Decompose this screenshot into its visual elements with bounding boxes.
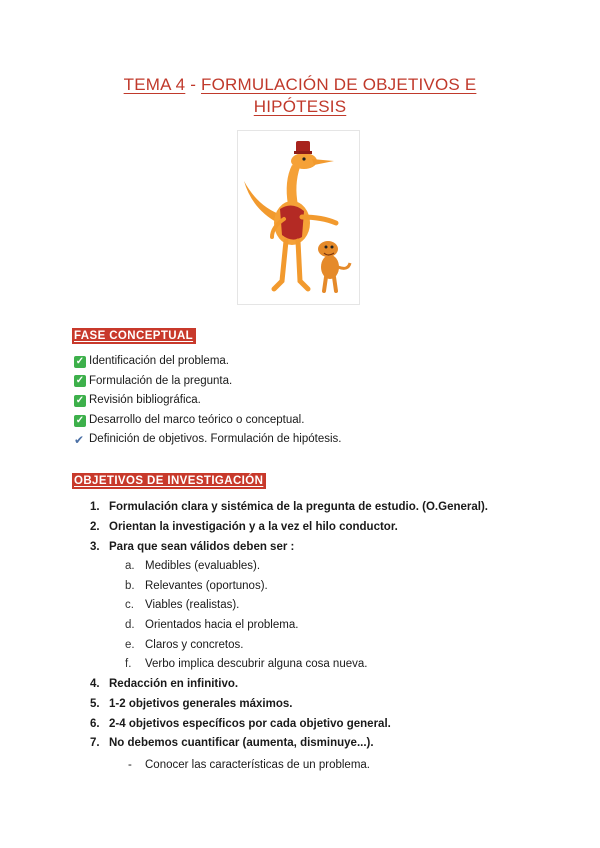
checklist-item bbox=[74, 372, 342, 392]
green-checkbox-icon: ✓ bbox=[75, 394, 85, 406]
section-heading-fase-conceptual: FASE CONCEPTUAL bbox=[72, 328, 196, 344]
item-text: Relevantes (oportunos). bbox=[145, 579, 268, 592]
item-letter: d. bbox=[125, 619, 135, 632]
item-text: Orientados hacia el problema. bbox=[145, 619, 299, 632]
checklist-item bbox=[74, 352, 342, 372]
list-item bbox=[90, 537, 488, 557]
item-text: Redacción en infinitivo. bbox=[109, 678, 239, 690]
item-text: Verbo implica descubrir alguna cosa nueva. bbox=[145, 658, 368, 671]
checklist-item-text: Definición de objetivos. Formulación de hipótesis. bbox=[89, 433, 342, 446]
checklist-item-text: Desarrollo del marco teórico o conceptual. bbox=[89, 413, 305, 426]
title-line2: HIPÓTESIS bbox=[253, 97, 347, 116]
dash-list-item bbox=[128, 755, 370, 775]
item-text: Medibles (evaluables). bbox=[145, 560, 261, 572]
title-topic: TEMA 4 bbox=[123, 75, 186, 94]
checklist-item-text: Identificación del problema. bbox=[89, 355, 229, 367]
item-number: 4. bbox=[90, 678, 100, 690]
sub-list-item bbox=[125, 596, 367, 616]
sub-list-item bbox=[125, 616, 367, 636]
item-text: Claros y concretos. bbox=[145, 638, 244, 651]
item-text: Viables (realistas). bbox=[145, 599, 240, 612]
item-number: 2. bbox=[90, 521, 100, 533]
sub-list-item bbox=[125, 636, 367, 656]
item-text: Para que sean válidos deben ser : bbox=[109, 541, 295, 553]
item-number: 7. bbox=[90, 737, 100, 750]
item-text: Formulación clara y sistémica de la pregunta de estudio. (O.General). bbox=[109, 501, 488, 513]
item-text: Conocer las características de un problema. bbox=[145, 759, 370, 771]
green-checkbox-icon: ✓ bbox=[75, 375, 85, 387]
sub-list-item bbox=[125, 655, 367, 675]
title-separator: - bbox=[185, 75, 202, 94]
sub-list-item bbox=[125, 577, 367, 597]
item-letter: f. bbox=[125, 658, 132, 671]
checklist-item bbox=[74, 411, 342, 431]
item-text: 1-2 objetivos generales máximos. bbox=[109, 697, 293, 710]
item-letter: b. bbox=[125, 579, 135, 592]
checklist-item-text: Revisión bibliográfica. bbox=[89, 394, 201, 407]
item-number: 6. bbox=[90, 717, 100, 730]
list-item bbox=[90, 497, 488, 517]
checklist-item bbox=[74, 391, 342, 411]
objetivos-list-part1 bbox=[90, 497, 488, 557]
list-item bbox=[90, 675, 391, 695]
fase-checklist bbox=[74, 352, 342, 450]
document-title bbox=[0, 74, 600, 118]
checklist-item bbox=[74, 430, 342, 450]
item-text: 2-4 objetivos específicos por cada objetivo general. bbox=[109, 717, 391, 730]
green-checkbox-icon: ✓ bbox=[75, 355, 85, 367]
dinosaur-characters-image bbox=[237, 130, 360, 305]
item-number: 1. bbox=[90, 501, 100, 513]
item-letter: c. bbox=[125, 599, 134, 612]
list-item bbox=[90, 734, 391, 754]
validity-criteria-list bbox=[125, 557, 367, 675]
item-letter: e. bbox=[125, 638, 135, 651]
item-number: 5. bbox=[90, 697, 100, 710]
item-number: 3. bbox=[90, 541, 100, 553]
checklist-item-text: Formulación de la pregunta. bbox=[89, 374, 233, 387]
section-heading-objetivos: OBJETIVOS DE INVESTIGACIÓN bbox=[72, 473, 266, 489]
green-checkbox-icon: ✓ bbox=[75, 414, 85, 426]
title-line1: FORMULACIÓN DE OBJETIVOS E bbox=[201, 75, 477, 94]
dinosaur-illustration bbox=[238, 131, 359, 304]
list-item bbox=[90, 517, 488, 537]
checkmark-icon: ✔ bbox=[74, 433, 85, 448]
item-text: Orientan la investigación y a la vez el hilo conductor. bbox=[109, 521, 398, 533]
item-text: No debemos cuantificar (aumenta, disminuye...). bbox=[109, 737, 374, 750]
list-item bbox=[90, 695, 391, 715]
sub-list-item bbox=[125, 557, 367, 577]
objetivos-list-part2 bbox=[90, 675, 391, 754]
dash-bullet: - bbox=[128, 759, 132, 771]
item-letter: a. bbox=[125, 560, 135, 572]
list-item bbox=[90, 715, 391, 735]
